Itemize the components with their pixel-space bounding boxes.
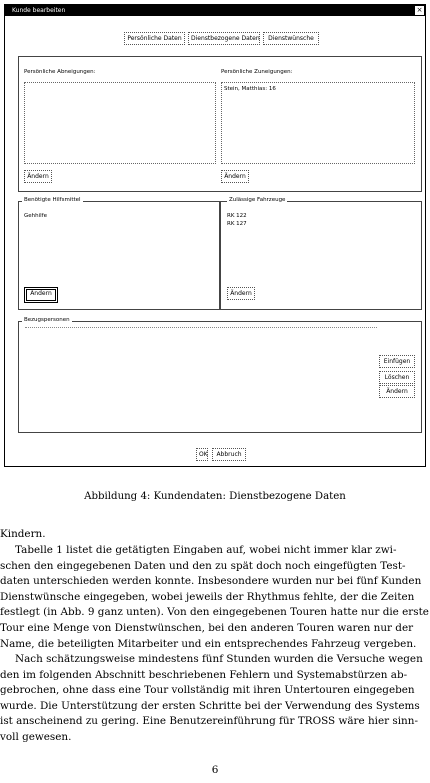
- tab-service-wishes[interactable]: Dienstwünsche: [263, 32, 319, 45]
- aids-legend: Benötigte Hilfsmittel: [24, 197, 81, 203]
- dialog-title: Kunde bearbeiten: [12, 7, 66, 14]
- dislikes-change-button[interactable]: Ändern: [24, 170, 52, 183]
- contacts-table-header: [25, 327, 377, 328]
- list-item[interactable]: RK 122: [227, 213, 247, 219]
- text-line: voll gewesen.: [0, 730, 72, 743]
- ok-button[interactable]: OK: [196, 448, 208, 461]
- figure-caption: Abbildung 4: Kundendaten: Dienstbezogene Daten: [84, 491, 346, 502]
- text-line: den im folgenden Abschnitt beschriebenen Fehlern und Systemabstürzen ab-: [0, 668, 408, 681]
- list-item[interactable]: RK 127: [227, 221, 247, 227]
- contacts-delete-button[interactable]: Löschen: [379, 371, 415, 384]
- paragraph-0: [0, 527, 430, 543]
- list-item[interactable]: Gehhilfe: [24, 213, 47, 219]
- title-bar[interactable]: [5, 5, 425, 16]
- aids-list[interactable]: [22, 210, 216, 282]
- vehicles-legend: Zulässige Fahrzeuge: [229, 197, 286, 203]
- text-line: gebrochen, ohne dass eine Tour vollständig mit ihren Untertouren eingegeben: [0, 684, 415, 697]
- contacts-insert-button[interactable]: Einfügen: [379, 355, 415, 368]
- text-line: ist anscheinend zu gering. Eine Benutzereinführung für TROSS wäre hier sinn-: [0, 715, 418, 728]
- contacts-change-button[interactable]: Ändern: [379, 385, 415, 398]
- likes-change-button[interactable]: Ändern: [221, 170, 249, 183]
- tab-personal-data[interactable]: Persönliche Daten: [124, 32, 185, 45]
- text-line: wurde. Die Unterstützung der ersten Schritte bei der Verwendung des Systems: [0, 699, 420, 712]
- text-line: Tour eine Menge von Dienstwünschen, bei den anderen Touren waren nur der: [0, 621, 414, 634]
- vehicles-list[interactable]: [225, 210, 417, 282]
- text-line: Tabelle 1 listet die getätigten Eingaben auf, wobei nicht immer klar zwi-: [15, 544, 397, 556]
- text-line: Kindern.: [0, 528, 46, 540]
- close-icon[interactable]: ×: [416, 6, 423, 14]
- cancel-button[interactable]: Abbruch: [212, 448, 246, 461]
- likes-label: Persönliche Zuneigungen:: [221, 69, 293, 75]
- contacts-legend: Bezugspersonen: [24, 317, 70, 323]
- dislikes-list[interactable]: [24, 82, 216, 164]
- list-item[interactable]: Stein, Matthias: 16: [224, 86, 276, 92]
- text-line: Nach schätzungsweise mindestens fünf Stunden wurden die Versuche wegen: [15, 653, 423, 665]
- text-line: festlegt (in Abb. 9 ganz unten). Von den eingegebenen Touren hatte nur die erste: [0, 606, 429, 619]
- text-line: Dienstwünsche eingegeben, wobei jeweils der Rhythmus fehlte, der die Zeiten: [0, 590, 415, 603]
- likes-list[interactable]: [221, 82, 415, 164]
- dislikes-label: Persönliche Abneigungen:: [24, 69, 96, 75]
- text-line: schen den eingegebenen Daten und den zu spät doch noch eingefügten Test-: [0, 559, 406, 572]
- dialog-window: [4, 4, 426, 467]
- text-line: Name, die beteiligten Mitarbeiter und ein entsprechendes Fahrzeug vergeben.: [0, 637, 417, 650]
- tab-service-data[interactable]: Dienstbezogene Daten: [188, 32, 260, 45]
- paragraph-1: [0, 543, 430, 652]
- text-line: daten unterschieden werden konnte. Insbesondere wurden nur bei fünf Kunden: [0, 575, 422, 588]
- vehicles-change-button[interactable]: Ändern: [227, 287, 255, 300]
- paragraph-2: [0, 652, 430, 746]
- contacts-frame: [18, 321, 422, 433]
- aids-change-button[interactable]: Ändern: [24, 287, 58, 303]
- page-number: 6: [211, 764, 219, 776]
